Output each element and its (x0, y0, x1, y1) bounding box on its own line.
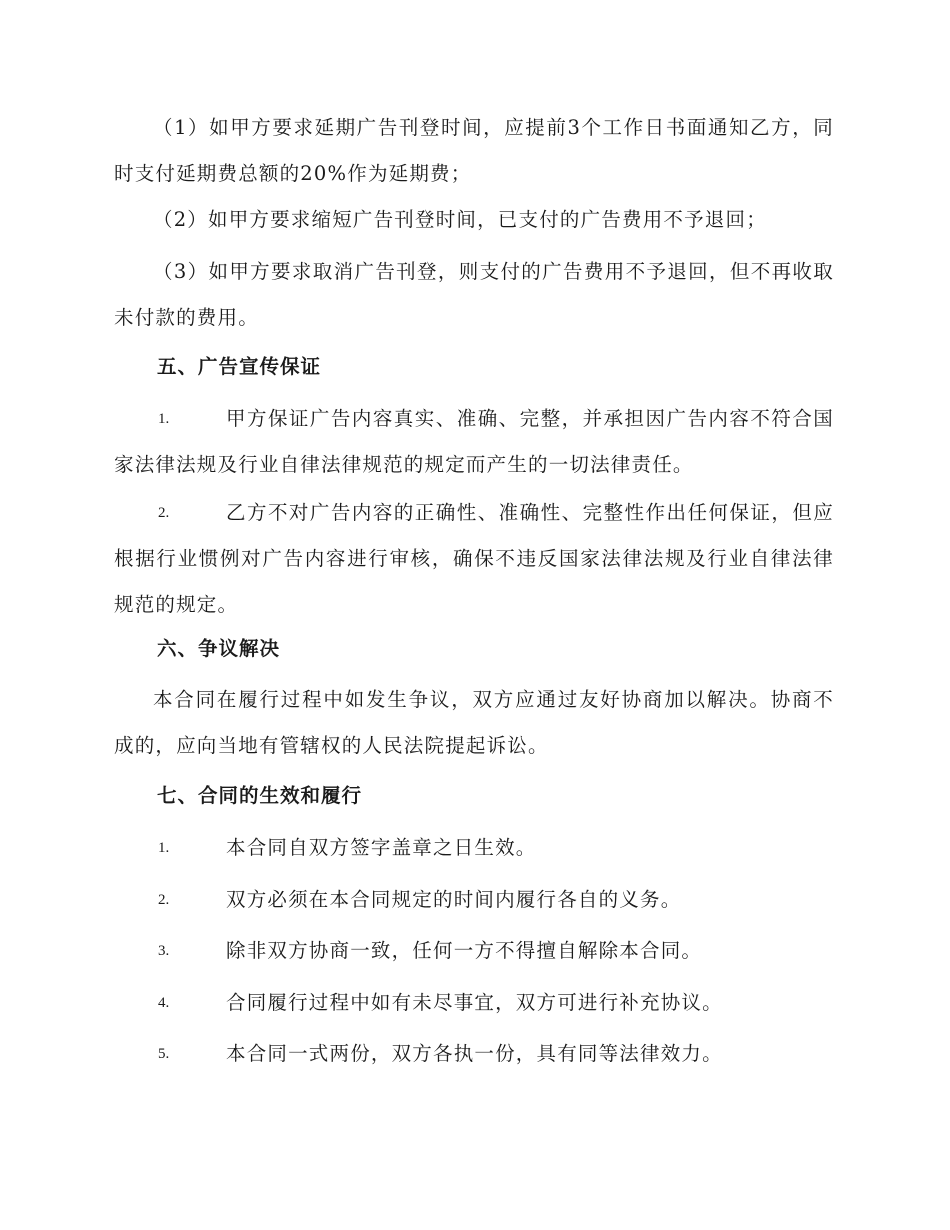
item-number: 4. (158, 995, 170, 1011)
item-text: 合同履行过程中如有未尽事宜，双方可进行补充协议。 (226, 991, 723, 1014)
item-text: 双方必须在本合同规定的时间内履行各自的义务。 (226, 888, 682, 911)
clause-2 (114, 197, 834, 243)
item-number: 5. (158, 1046, 170, 1062)
clause-text: （3）如甲方要求取消广告刊登，则支付的广告费用不予退回，但不再收取未付款的费用。 (114, 260, 834, 329)
section7-title: 七、合同的生效和履行 (157, 784, 363, 807)
clause-1 (114, 105, 834, 197)
item-number: 3. (158, 943, 170, 959)
item-number: 1. (158, 411, 170, 427)
item-text: 甲方保证广告内容真实、准确、完整，并承担因广告内容不符合国家法律法规及行业自律法律规范的规定而产生的一切法律责任。 (114, 407, 834, 476)
item-number: 2. (158, 505, 170, 521)
section7-item-1 (114, 825, 834, 871)
item-text: 除非双方协商一致，任何一方不得擅自解除本合同。 (226, 939, 703, 962)
section7-item-4 (114, 980, 834, 1026)
item-text: 乙方不对广告内容的正确性、准确性、完整性作出任何保证，但应根据行业惯例对广告内容进行审核，确保不违反国家法律法规及行业自律法律规范的规定。 (114, 501, 834, 616)
clause-text: （1）如甲方要求延期广告刊登时间，应提前3个工作日书面通知乙方，同时支付延期费总额的20%作为延期费； (114, 116, 834, 185)
section6-body (114, 677, 834, 769)
section7-item-2 (114, 877, 834, 923)
section6-title: 六、争议解决 (157, 637, 281, 660)
section6-text: 本合同在履行过程中如发生争议，双方应通过友好协商加以解决。协商不成的，应向当地有管辖权的人民法院提起诉讼。 (114, 688, 834, 757)
item-number: 1. (158, 840, 170, 856)
section7-item-3 (114, 928, 834, 974)
item-text: 本合同自双方签字盖章之日生效。 (226, 836, 537, 859)
clause-text: （2）如甲方要求缩短广告刊登时间，已支付的广告费用不予退回； (153, 208, 767, 231)
clause-3 (114, 249, 834, 341)
section5-item-2 (114, 490, 834, 628)
section7-item-5 (114, 1031, 834, 1077)
section5-item-1 (114, 396, 834, 488)
item-number: 2. (158, 892, 170, 908)
section5-title: 五、广告宣传保证 (157, 355, 322, 378)
item-text: 本合同一式两份，双方各执一份，具有同等法律效力。 (226, 1042, 723, 1065)
